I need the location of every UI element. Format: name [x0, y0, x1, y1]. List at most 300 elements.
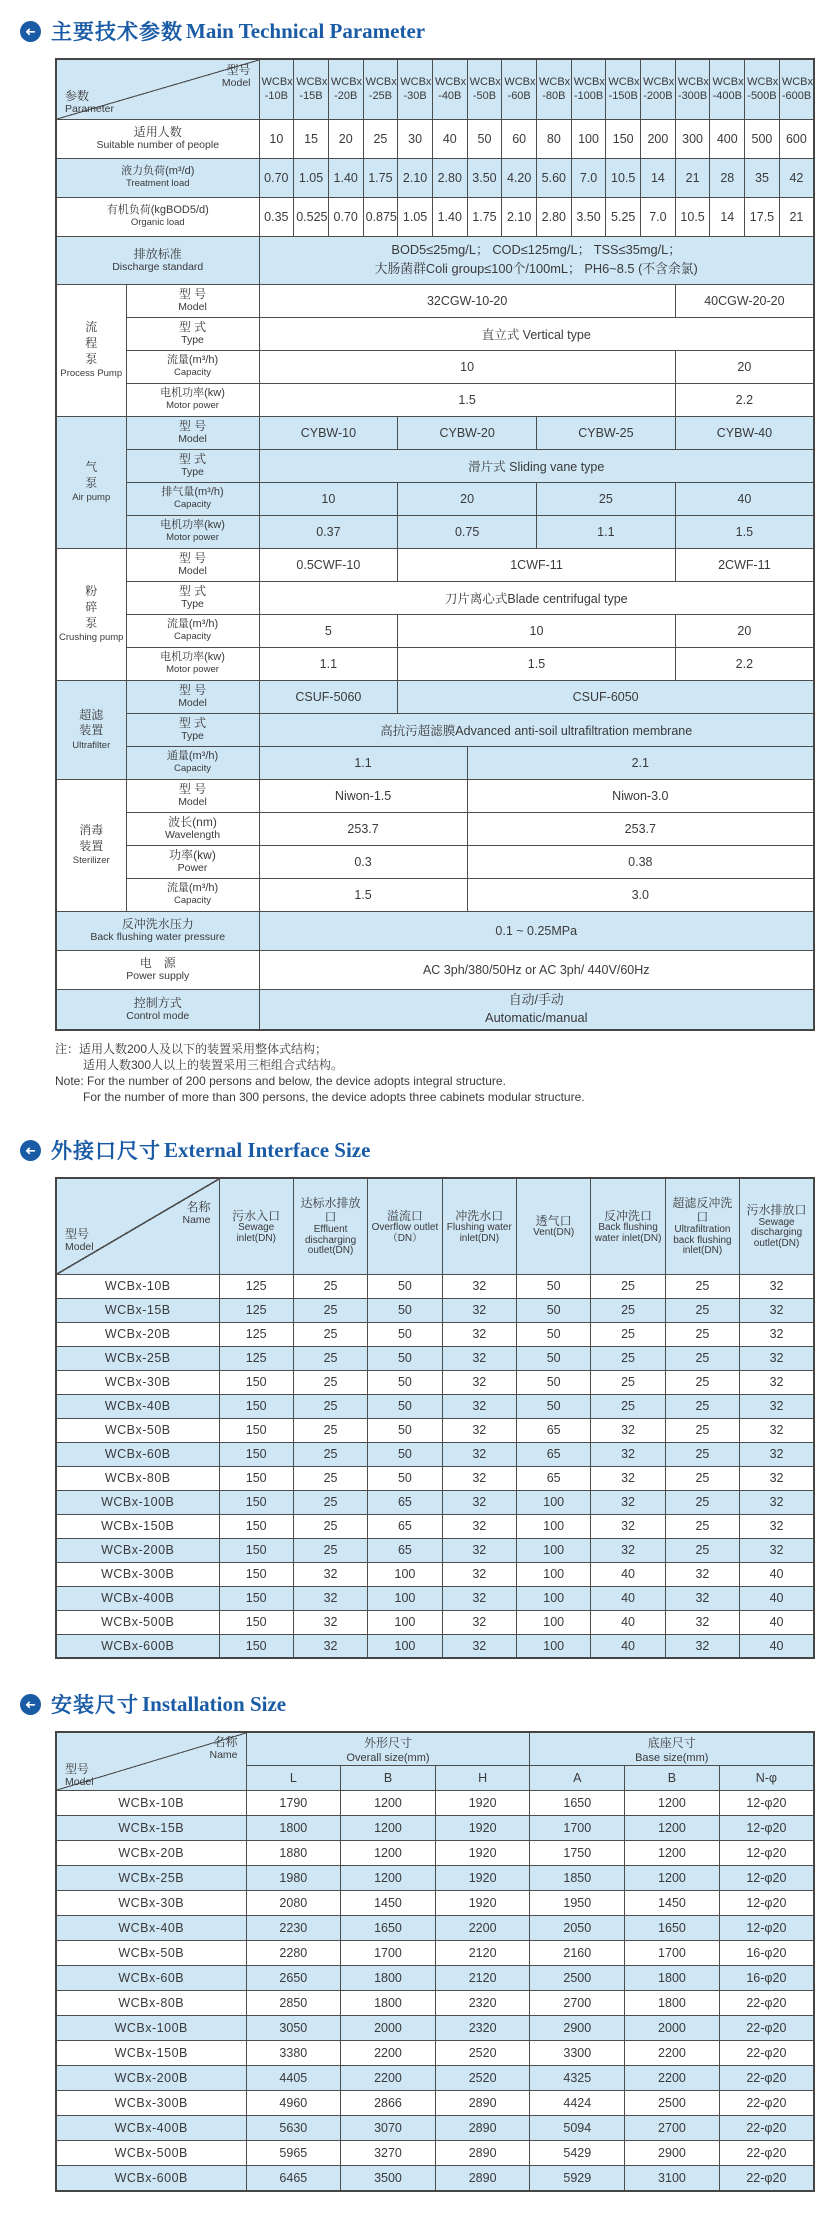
value-cell: 30 — [398, 119, 433, 158]
value-cell: Niwon-1.5 — [259, 779, 467, 812]
model-label: WCBx-25B — [104, 1351, 171, 1366]
corner-bottom-en: Parameter — [65, 103, 115, 116]
model-cell — [56, 2016, 246, 2041]
value-cell: 3380 — [246, 2041, 341, 2066]
value-cell: 25 — [665, 1490, 739, 1514]
group-label-zh: 泵 — [85, 351, 98, 366]
value-cell: 2080 — [246, 1891, 341, 1916]
value-cell: 32 — [442, 1370, 516, 1394]
value-cell: 600 — [779, 119, 814, 158]
value-cell: 25 — [665, 1514, 739, 1538]
value-cell: 65 — [517, 1418, 591, 1442]
value-cell: 2650 — [246, 1966, 341, 1991]
value-cell: Niwon-3.0 — [467, 779, 814, 812]
value-cell: 300 — [675, 119, 710, 158]
model-cell — [56, 2166, 246, 2191]
row-label-en: Capacity — [174, 499, 211, 511]
value-cell: 2050 — [530, 1916, 625, 1941]
value-cell: 100 — [368, 1562, 442, 1586]
model-cell — [56, 2116, 246, 2141]
model-column-header — [502, 59, 537, 119]
value-cell: 1200 — [341, 1841, 436, 1866]
model-column-header — [675, 59, 710, 119]
model-cell — [56, 1490, 219, 1514]
value-cell: 2280 — [246, 1941, 341, 1966]
row-label-zh: 排放标准 — [133, 246, 182, 261]
value-cell: 32 — [665, 1610, 739, 1634]
value-cell: 25 — [293, 1274, 367, 1298]
value-cell: 2200 — [341, 2066, 436, 2091]
note-line: 适用人数300人以上的装置采用三柜组合式结构。 — [83, 1057, 344, 1072]
value-cell: 125 — [219, 1322, 293, 1346]
value-cell: 32 — [442, 1634, 516, 1658]
table-row — [56, 2016, 814, 2041]
model-suffix: -15B — [299, 90, 323, 103]
value-cell — [259, 236, 814, 284]
value-cell: 5630 — [246, 2116, 341, 2141]
value-cell: 25 — [293, 1346, 367, 1370]
row-label — [56, 950, 259, 989]
row-label-zh: 电机功率(kw) — [160, 387, 225, 400]
value-cell: 21 — [779, 197, 814, 236]
value-cell: 25 — [665, 1298, 739, 1322]
value-cell: 150 — [219, 1634, 293, 1658]
value-cell: 32CGW-10-20 — [259, 284, 675, 317]
corner-bottom-en: Model — [65, 1240, 94, 1253]
table-row — [56, 614, 814, 647]
row-label — [126, 515, 259, 548]
row-label — [126, 845, 259, 878]
value-cell: 40 — [591, 1586, 665, 1610]
model-cell — [56, 1298, 219, 1322]
column-header — [293, 1178, 367, 1274]
column-header-en: Flushing water inlet(DN) — [446, 1221, 512, 1244]
model-prefix: WCBx — [747, 75, 779, 88]
value-cell: 4325 — [530, 2066, 625, 2091]
value-cell: 100 — [571, 119, 606, 158]
section-title-zh: 外接口尺寸 — [51, 1140, 161, 1164]
value-cell: 1CWF-11 — [398, 548, 676, 581]
table-row — [56, 1610, 814, 1634]
value-cell: 50 — [517, 1322, 591, 1346]
table-row — [56, 350, 814, 383]
value-cell: 2500 — [530, 1966, 625, 1991]
model-label: WCBx-40B — [104, 1399, 171, 1414]
value-cell: 5965 — [246, 2141, 341, 2166]
corner-top-label — [61, 63, 255, 90]
value-cell: CSUF-5060 — [259, 680, 398, 713]
section-title-en: Installation Size — [142, 1691, 287, 1716]
model-cell — [56, 2041, 246, 2066]
value-cell: 150 — [219, 1466, 293, 1490]
model-prefix: WCBx — [434, 75, 467, 88]
value-cell: 40 — [740, 1610, 814, 1634]
model-label: WCBx-60B — [118, 1971, 185, 1986]
corner-bottom-en: Model — [65, 1775, 94, 1788]
main-technical-parameter-table — [55, 58, 815, 1031]
value-cell: 125 — [219, 1274, 293, 1298]
corner-top-zh: 型号 — [226, 62, 251, 77]
value-cell: 22-φ20 — [719, 2141, 814, 2166]
corner-bottom-zh: 型号 — [65, 1226, 90, 1241]
value-cell: 2160 — [530, 1941, 625, 1966]
value-cell: 42 — [779, 158, 814, 197]
row-label-zh: 型 号 — [178, 551, 207, 566]
value-cell: 50 — [368, 1466, 442, 1490]
value-cell: 4960 — [246, 2091, 341, 2116]
value-cell: 1800 — [341, 1966, 436, 1991]
value-cell: 32 — [442, 1418, 516, 1442]
value-cell: 50 — [368, 1298, 442, 1322]
row-label — [56, 197, 259, 236]
value-cell: 1800 — [625, 1991, 720, 2016]
value-cell: 2.80 — [432, 158, 467, 197]
model-prefix: WCBx — [296, 75, 328, 88]
value-cell: 12-φ20 — [719, 1791, 814, 1816]
value-cell: 刀片离心式Blade centrifugal type — [259, 581, 814, 614]
value-cell: 32 — [665, 1634, 739, 1658]
value-cell: 100 — [517, 1610, 591, 1634]
value-cell: 65 — [368, 1538, 442, 1562]
value-cell: 2520 — [435, 2041, 530, 2066]
value-cell: 3300 — [530, 2041, 625, 2066]
value-cell: 50 — [368, 1274, 442, 1298]
value-cell: 0.70 — [259, 158, 294, 197]
model-label: WCBx-50B — [118, 1946, 185, 1961]
value-cell: 22-φ20 — [719, 2066, 814, 2091]
row-label-en: Motor power — [166, 532, 219, 544]
model-column-header — [779, 59, 814, 119]
model-prefix: WCBx — [573, 75, 605, 88]
section-bullet — [20, 1694, 41, 1715]
value-cell: 7.0 — [641, 197, 676, 236]
column-header-en: Ultrafiltration back flushing inlet(DN) — [673, 1223, 732, 1257]
model-suffix: -400B — [712, 90, 742, 103]
row-label-zh: 有机负荷(kgBOD5/d) — [106, 204, 209, 217]
row-label-en: Motor power — [166, 664, 219, 676]
section-title-en: Main Technical Parameter — [186, 18, 426, 43]
model-prefix: WCBx — [677, 75, 709, 88]
value-cell: 65 — [368, 1490, 442, 1514]
value-cell: 1650 — [530, 1791, 625, 1816]
value-cell: 50 — [517, 1274, 591, 1298]
table-row — [56, 1346, 814, 1370]
value-cell: 50 — [517, 1370, 591, 1394]
model-label: WCBx-20B — [118, 1846, 185, 1861]
value-cell: 2200 — [341, 2041, 436, 2066]
value-cell: 2890 — [435, 2141, 530, 2166]
value-cell: 32 — [740, 1514, 814, 1538]
column-header-en: Sewage inlet(DN) — [236, 1221, 276, 1244]
value-cell: 1920 — [435, 1866, 530, 1891]
value-cell: 7.0 — [571, 158, 606, 197]
row-label-en: Suitable number of people — [96, 139, 220, 152]
model-label: WCBx-600B — [101, 1639, 175, 1654]
value-cell: 0.5CWF-10 — [259, 548, 398, 581]
model-suffix: -200B — [643, 90, 673, 103]
notes-block — [55, 1041, 815, 1106]
row-label-en: Model — [178, 796, 207, 809]
value-cell: 150 — [219, 1514, 293, 1538]
value-cell: 150 — [219, 1442, 293, 1466]
row-label-zh: 通量(m³/h) — [166, 750, 219, 763]
value-cell: 1800 — [246, 1816, 341, 1841]
value-cell: 32 — [442, 1538, 516, 1562]
value-cell: 10 — [259, 119, 294, 158]
value-cell: 25 — [665, 1418, 739, 1442]
row-label-en: Power — [177, 862, 208, 875]
table-row — [56, 1841, 814, 1866]
value-cell: 0.75 — [398, 515, 537, 548]
value-cell: 3070 — [341, 2116, 436, 2141]
table-row — [56, 197, 814, 236]
row-label — [126, 680, 259, 713]
model-label: WCBx-500B — [114, 2146, 188, 2161]
value-cell: 50 — [368, 1370, 442, 1394]
row-label-zh: 功率(kw) — [169, 848, 216, 863]
model-prefix: WCBx — [400, 75, 432, 88]
value-cell: 1200 — [341, 1791, 436, 1816]
value-cell: 16-φ20 — [719, 1966, 814, 1991]
value-cell: 25 — [537, 482, 676, 515]
note-line: 注：适用人数200人及以下的装置采用整体式结构； — [55, 1041, 328, 1056]
value-cell: 100 — [517, 1490, 591, 1514]
table-row — [56, 812, 814, 845]
table-row — [56, 119, 814, 158]
model-prefix: WCBx — [504, 75, 536, 88]
model-label: WCBx-15B — [118, 1821, 185, 1836]
value-cell: 65 — [368, 1514, 442, 1538]
value-cell: 16-φ20 — [719, 1941, 814, 1966]
table-row — [56, 1941, 814, 1966]
value-cell: 2.10 — [398, 158, 433, 197]
table-row — [56, 2091, 814, 2116]
column-header — [368, 1178, 442, 1274]
header-row — [56, 1732, 814, 1766]
model-column-header — [641, 59, 676, 119]
value-cell: 1450 — [625, 1891, 720, 1916]
value-cell: 1.1 — [537, 515, 676, 548]
row-label-en: Organic load — [130, 217, 185, 229]
value-cell: 32 — [740, 1394, 814, 1418]
value-cell: 14 — [641, 158, 676, 197]
value-cell: 22-φ20 — [719, 2016, 814, 2041]
row-label-en: Type — [181, 598, 204, 611]
table-row — [56, 1791, 814, 1816]
model-column-header — [745, 59, 780, 119]
value-cell: 50 — [517, 1298, 591, 1322]
value-cell: 25 — [591, 1346, 665, 1370]
table-row — [56, 236, 814, 284]
value-cell: 40 — [740, 1634, 814, 1658]
value-cell: 1.5 — [259, 878, 467, 911]
value-cell: 1920 — [435, 1891, 530, 1916]
row-label-zh: 电机功率(kw) — [160, 519, 225, 532]
value-cell: 12-φ20 — [719, 1866, 814, 1891]
dimension-header: B — [625, 1766, 720, 1791]
column-header-zh: 冲洗水口 — [455, 1208, 504, 1223]
table-row — [56, 482, 814, 515]
value-cell: 32 — [442, 1610, 516, 1634]
value-cell: 12-φ20 — [719, 1816, 814, 1841]
value-cell: 253.7 — [467, 812, 814, 845]
model-suffix: -20B — [334, 90, 358, 103]
group-label-en: Process Pump — [60, 368, 123, 380]
value-cell: 50 — [517, 1346, 591, 1370]
value-cell: 1.40 — [432, 197, 467, 236]
value-cell: 20 — [675, 614, 814, 647]
dimension-header: H — [435, 1766, 530, 1791]
model-cell — [56, 1966, 246, 1991]
value-cell: 32 — [740, 1274, 814, 1298]
model-cell — [56, 1634, 219, 1658]
value-cell: 1850 — [530, 1866, 625, 1891]
value-cell: 25 — [665, 1538, 739, 1562]
model-suffix: -50B — [472, 90, 497, 103]
row-label — [126, 713, 259, 746]
table-row — [56, 1916, 814, 1941]
value-cell: 40 — [432, 119, 467, 158]
row-label — [126, 779, 259, 812]
value-cell: 1200 — [625, 1816, 720, 1841]
model-cell — [56, 1841, 246, 1866]
table-row — [56, 317, 814, 350]
column-header-zh: 溢流口 — [386, 1208, 423, 1223]
group-label-zh: 消毒 — [79, 823, 104, 838]
value-cell: 2.80 — [537, 197, 572, 236]
value-cell: 150 — [219, 1418, 293, 1442]
value-cell: 35 — [745, 158, 780, 197]
value-cell: 100 — [517, 1538, 591, 1562]
value-cell: 150 — [219, 1538, 293, 1562]
value-cell: 25 — [293, 1466, 367, 1490]
row-label-zh: 型 号 — [178, 683, 207, 698]
section-title-zh: 主要技术参数 — [51, 21, 183, 44]
model-label: WCBx-100B — [101, 1495, 175, 1510]
group-label — [56, 416, 126, 548]
model-prefix: WCBx — [469, 75, 501, 88]
model-prefix: WCBx — [261, 75, 293, 88]
table-row — [56, 581, 814, 614]
column-header — [219, 1178, 293, 1274]
table-row — [56, 2041, 814, 2066]
value-cell: 25 — [591, 1370, 665, 1394]
value-cell: 1200 — [625, 1866, 720, 1891]
value-cell: 1650 — [341, 1916, 436, 1941]
model-cell — [56, 1538, 219, 1562]
model-suffix: -60B — [507, 90, 531, 103]
corner-cell — [56, 1178, 219, 1274]
row-label-zh: 型 式 — [178, 452, 207, 467]
row-label — [56, 236, 259, 284]
corner-top-label — [61, 1200, 215, 1227]
value-cell: 12-φ20 — [719, 1841, 814, 1866]
row-label-zh: 型 号 — [178, 419, 207, 434]
corner-bottom-zh: 参数 — [65, 89, 90, 104]
value-cell: 0.875 — [363, 197, 398, 236]
value-cell: 50 — [467, 119, 502, 158]
group-label-zh: 装置 — [79, 723, 104, 738]
row-label-en: Model — [178, 697, 207, 710]
value-cell: 20 — [675, 350, 814, 383]
value-cell: 10 — [398, 614, 676, 647]
value-cell: 3.50 — [571, 197, 606, 236]
value-cell: 6465 — [246, 2166, 341, 2191]
value-cell: 100 — [517, 1634, 591, 1658]
value-cell: 100 — [368, 1610, 442, 1634]
model-cell — [56, 1562, 219, 1586]
value-cell: 1980 — [246, 1866, 341, 1891]
value-cell: 32 — [740, 1538, 814, 1562]
value-cell: 2890 — [435, 2166, 530, 2191]
table-row — [56, 1634, 814, 1658]
corner-bottom-zh: 型号 — [65, 1761, 90, 1776]
value-cell: 22-φ20 — [719, 2166, 814, 2191]
model-prefix: WCBx — [643, 75, 675, 88]
row-label-en: Treatment load — [125, 178, 190, 190]
model-column-header — [710, 59, 745, 119]
model-column-header — [467, 59, 502, 119]
value-cell: 25 — [293, 1442, 367, 1466]
value-cell: 1800 — [625, 1966, 720, 1991]
table-row — [56, 2166, 814, 2191]
value-cell: CYBW-40 — [675, 416, 814, 449]
value-cell: 2866 — [341, 2091, 436, 2116]
value-cell: 0.38 — [467, 845, 814, 878]
value-cell: 5429 — [530, 2141, 625, 2166]
value-cell: 50 — [368, 1394, 442, 1418]
table-row — [56, 713, 814, 746]
value-cell: 60 — [502, 119, 537, 158]
table-row — [56, 845, 814, 878]
model-cell — [56, 2091, 246, 2116]
row-label — [126, 581, 259, 614]
model-label: WCBx-80B — [118, 1996, 185, 2011]
table-row — [56, 1562, 814, 1586]
row-label-en: Discharge standard — [112, 260, 204, 273]
model-prefix: WCBx — [712, 75, 744, 88]
table-row — [56, 1418, 814, 1442]
model-cell — [56, 1442, 219, 1466]
table-row — [56, 1274, 814, 1298]
arrow-icon: ➜ — [25, 23, 36, 39]
value-cell: 1790 — [246, 1791, 341, 1816]
table-row — [56, 515, 814, 548]
dimension-header: B — [341, 1766, 436, 1791]
value-cell: CYBW-20 — [398, 416, 537, 449]
value-cell: 25 — [665, 1370, 739, 1394]
value-cell: 253.7 — [259, 812, 467, 845]
table-row — [56, 950, 814, 989]
table-row — [56, 1394, 814, 1418]
row-label — [126, 746, 259, 779]
value-cell: 3050 — [246, 2016, 341, 2041]
value-cell: 32 — [591, 1442, 665, 1466]
model-suffix: -500B — [747, 90, 777, 103]
value-cell: 32 — [442, 1298, 516, 1322]
value-cell: 125 — [219, 1298, 293, 1322]
value-cell: 1.75 — [363, 158, 398, 197]
value-cell: 25 — [293, 1418, 367, 1442]
value-cell: 2890 — [435, 2116, 530, 2141]
group-label — [56, 548, 126, 680]
value-cell: 150 — [219, 1490, 293, 1514]
model-prefix: WCBx — [330, 75, 363, 88]
row-label-en: Model — [178, 301, 207, 314]
value-cell: 40 — [740, 1586, 814, 1610]
value-cell: 32 — [442, 1562, 516, 1586]
value-cell: 10.5 — [606, 158, 641, 197]
